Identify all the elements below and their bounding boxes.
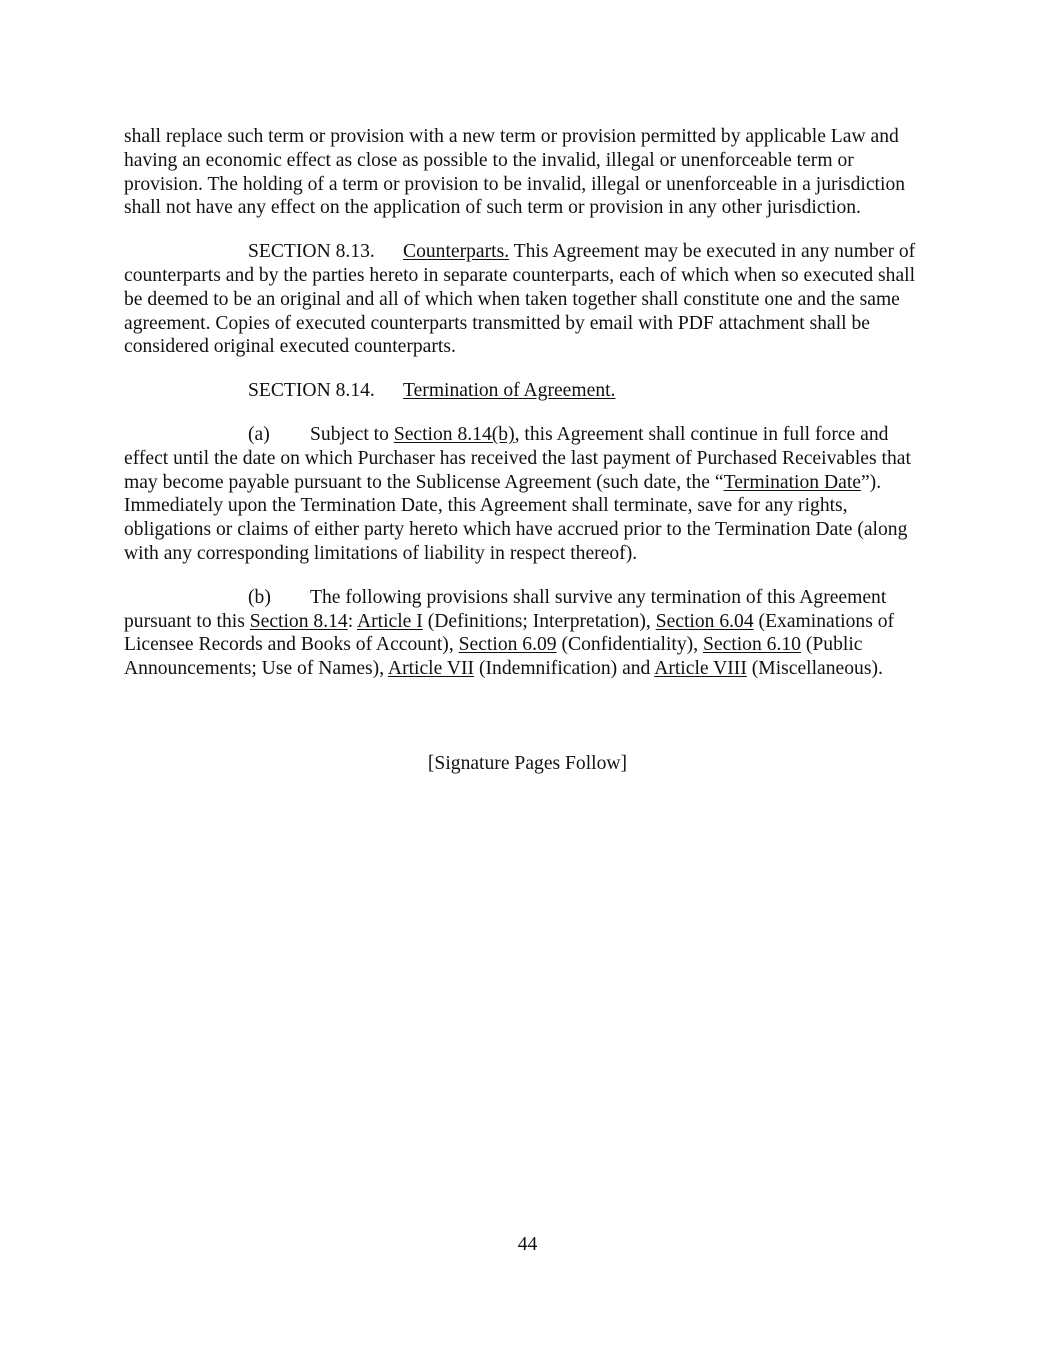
- cross-reference-link: Section 8.14: [249, 610, 348, 632]
- paragraph-b-text-2: :: [347, 610, 357, 632]
- paragraph-a-text-1: Subject to: [310, 423, 394, 445]
- paragraph-a: [124, 423, 932, 566]
- paragraph-b-text-3: (Definitions; Interpretation),: [422, 610, 656, 632]
- paragraph-a-marker: (a): [248, 423, 270, 445]
- paragraph-b-text-6: (Public Announcements; Use of Names),: [124, 634, 863, 680]
- cross-reference-link: Section 8.14(b): [393, 423, 515, 445]
- paragraph-b-marker: (b): [248, 586, 271, 608]
- signature-pages-note: [Signature Pages Follow]: [427, 753, 628, 774]
- cross-reference-link: Article VII: [387, 658, 475, 680]
- paragraph-b-text-1: The following provisions shall survive any termination of this Agreement pursuant to this: [124, 586, 887, 632]
- cross-reference-link: Section 6.10: [703, 634, 801, 656]
- paragraph-b-text-8: (Miscellaneous).: [746, 658, 883, 680]
- section-8-13-body: This Agreement may be executed in any number of counterparts and by the parties hereto in separate counterparts, each of which when so executed shall be deemed to be an original and all of which when taken together shall constitute one and the same agreement. Copies of executed counterparts transmitted by email with PDF attachment shall be considered original executed counterparts.: [124, 241, 916, 358]
- section-8-13-title: Counterparts.: [403, 241, 510, 263]
- paragraph-a-text-3: ”). Immediately upon the Termination Date, this Agreement shall terminate, save for any rights, obligations or claims of either party hereto which have accrued prior to the Termination Date (along with any corresponding limitations of liability in respect thereof).: [124, 471, 908, 564]
- paragraph-b: [124, 586, 932, 681]
- paragraph-b-text-7: (Indemnification) and: [474, 658, 655, 680]
- paragraph-b-text-5: (Confidentiality),: [556, 634, 703, 656]
- continuation-text: shall replace such term or provision with a new term or provision permitted by applicable Law and having an economic effect as close as possible to the invalid, illegal or unenforceable term or provision. The holding of a term or provision to be invalid, illegal or unenforceable in a jurisdiction shall not have any effect on the application of such term or provision in any other jurisdiction.: [124, 126, 906, 219]
- cross-reference-link: Section 6.09: [458, 634, 557, 656]
- section-8-14-heading: [124, 379, 932, 403]
- paragraph-a-text-2: , this Agreement shall continue in full force and effect until the date on which Purchaser has received the last payment of Purchased Receivables that may become payable pursuant to the Sublicense Agreement (such date, the “: [124, 423, 911, 493]
- section-8-14-title: Termination of Agreement.: [403, 380, 616, 402]
- paragraph-b-text-4: (Examinations of Licensee Records and Books of Account),: [124, 610, 895, 656]
- paragraph-indent: [124, 587, 248, 608]
- section-8-14-number: SECTION 8.14.: [248, 380, 375, 402]
- page-number: 44: [517, 1234, 538, 1255]
- continuation-paragraph: [124, 125, 932, 220]
- cross-reference-link: Article VIII: [654, 658, 747, 680]
- paragraph-indent: [124, 424, 248, 445]
- section-indent: [124, 380, 248, 401]
- section-indent: [124, 241, 248, 262]
- cross-reference-link: Article I: [356, 610, 423, 632]
- document-page: [124, 125, 932, 701]
- cross-reference-link: Section 6.04: [655, 610, 754, 632]
- defined-term: Termination Date: [723, 471, 861, 493]
- section-8-13-paragraph: [124, 240, 932, 359]
- section-8-13-number: SECTION 8.13.: [248, 241, 375, 263]
